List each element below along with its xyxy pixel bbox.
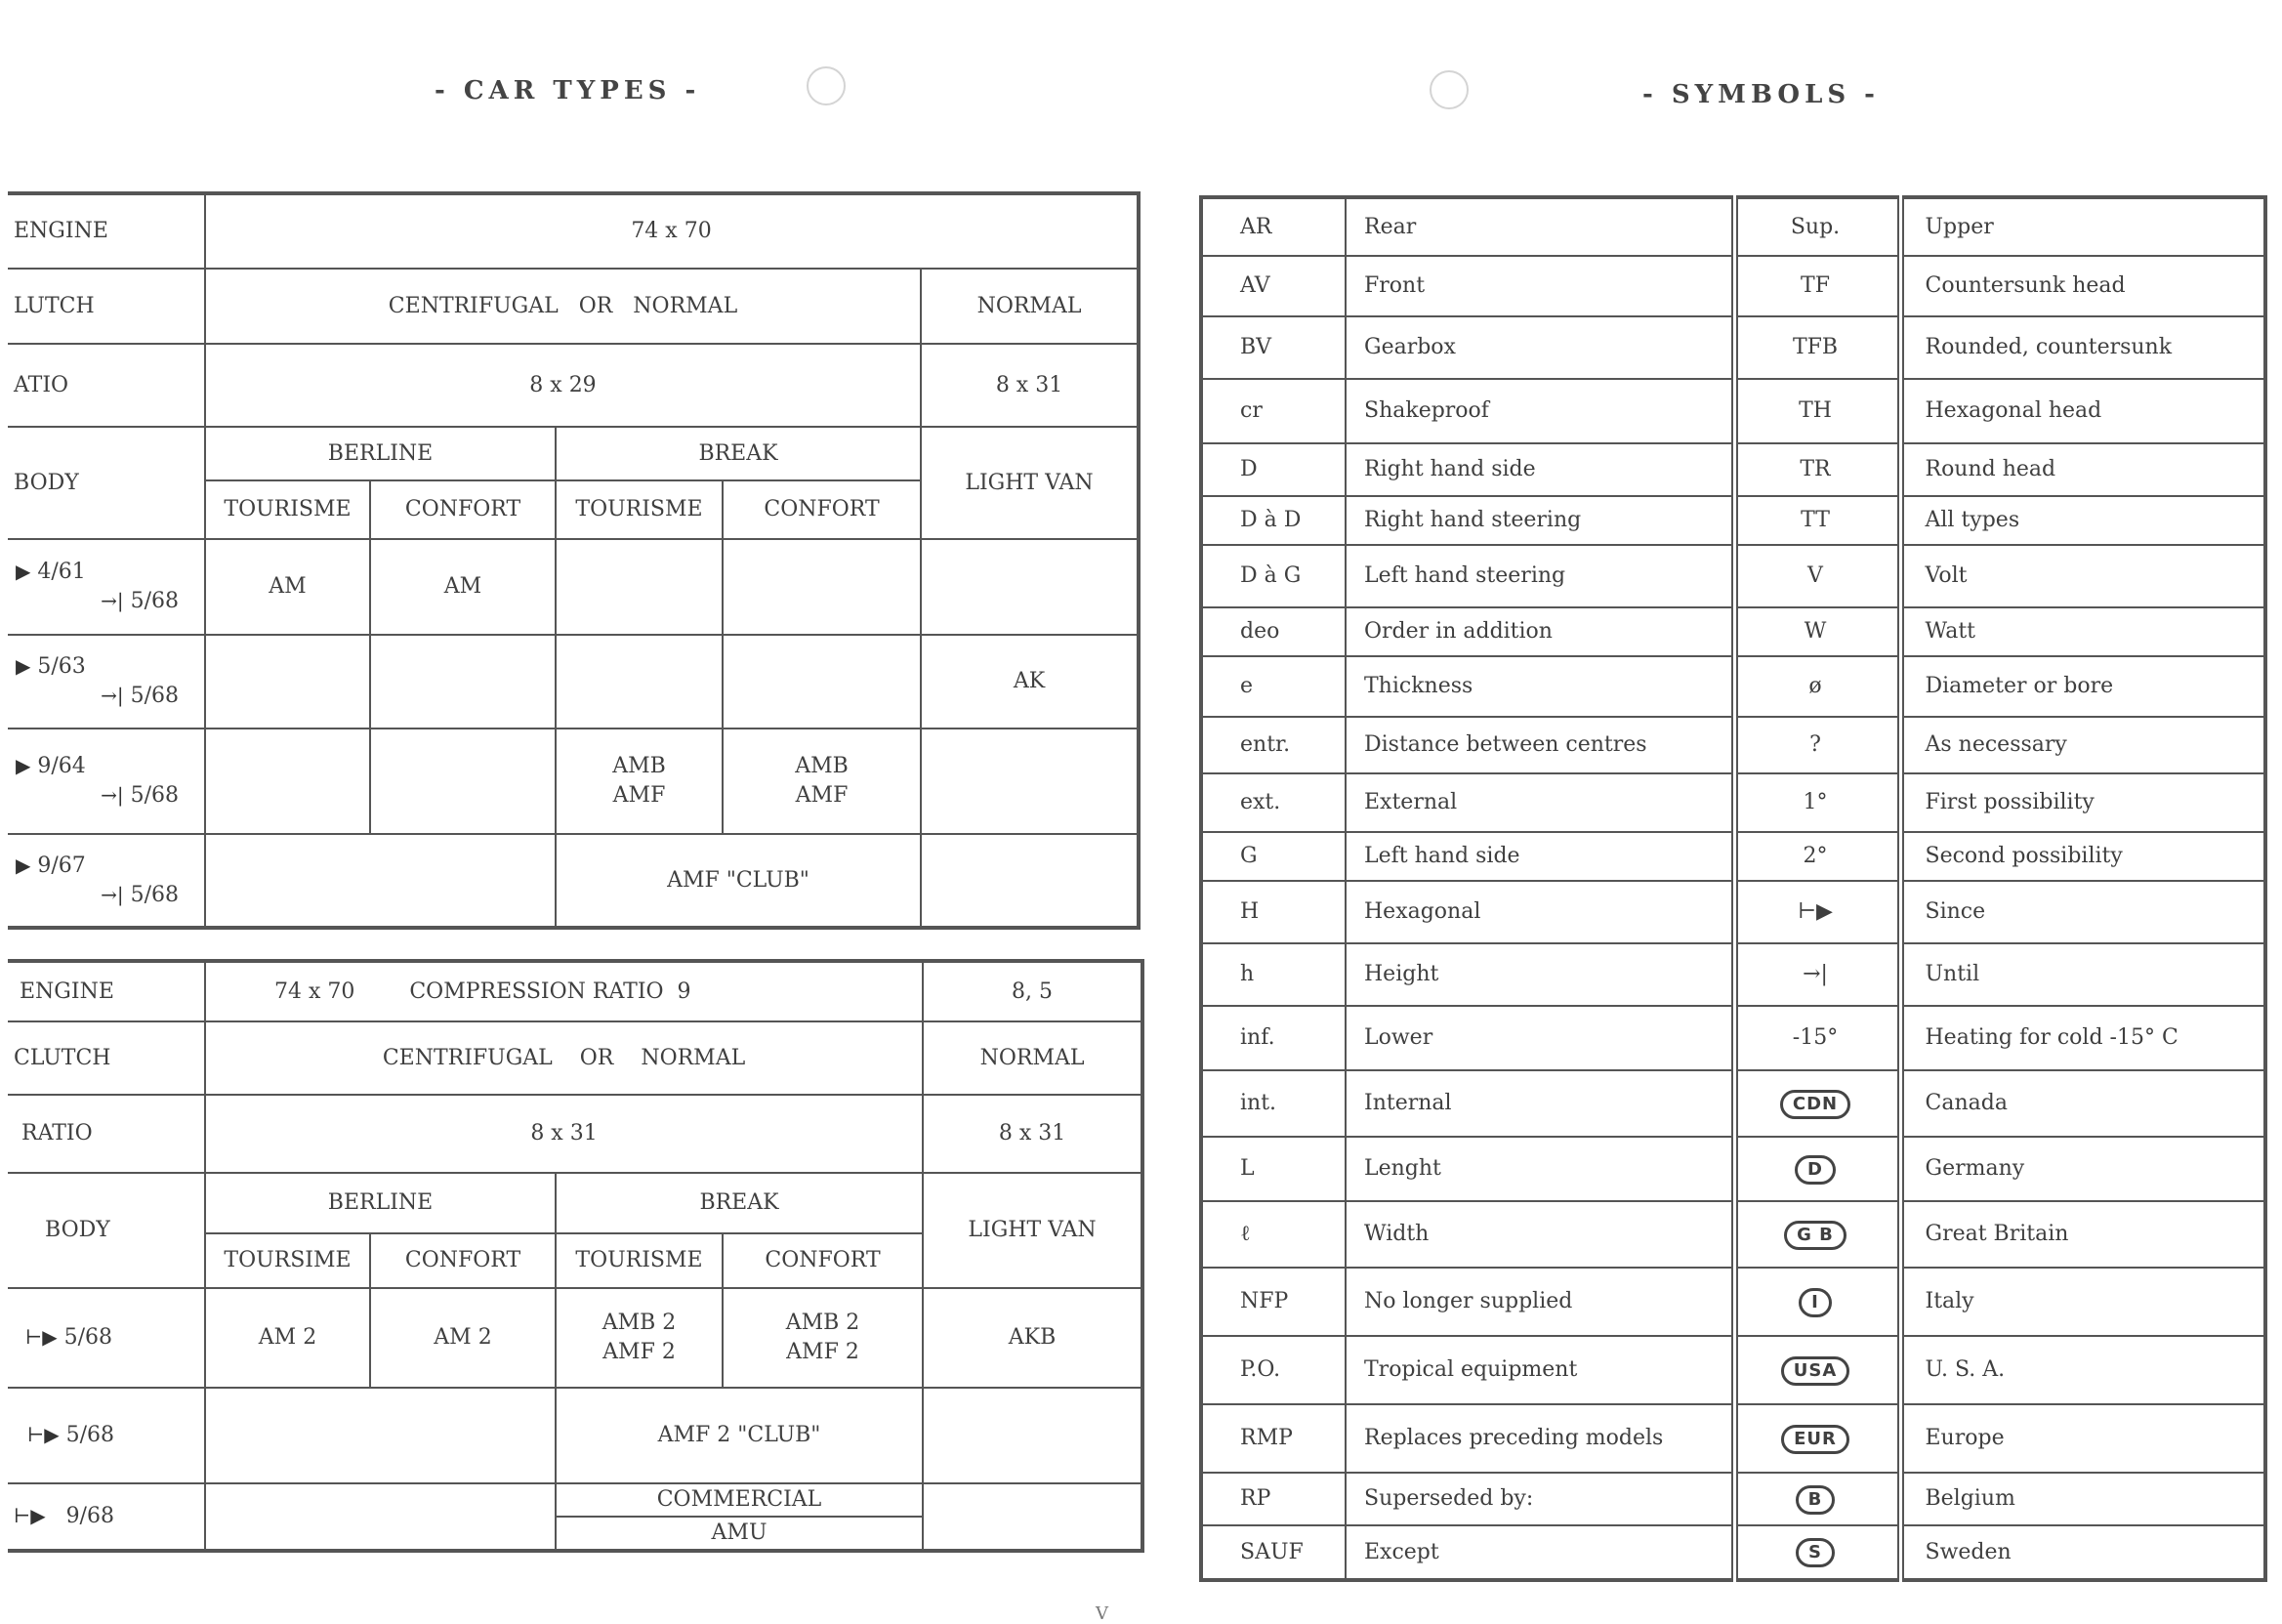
symbol-code-meaning: Hexagonal head (1900, 379, 2265, 443)
symbol-code-meaning: Germany (1900, 1137, 2265, 1201)
body-label: BODY (8, 1173, 205, 1288)
symbol-code: TT (1734, 496, 1900, 545)
symbol-row (1201, 1268, 2265, 1336)
punch-hole-right (1430, 70, 1469, 109)
symbol-abbreviation: ℓ (1201, 1201, 1346, 1268)
engine-van-value: 8, 5 (923, 961, 1142, 1021)
date-range (8, 1288, 205, 1388)
symbol-code: V (1734, 545, 1900, 607)
symbol-code (1734, 1404, 1900, 1473)
country-code-badge: USA (1781, 1356, 1850, 1386)
symbol-meaning: Internal (1346, 1070, 1734, 1137)
model-code: AMB (612, 754, 666, 779)
clutch-van-value: NORMAL (921, 269, 1139, 344)
symbol-row (1201, 1006, 2265, 1070)
confort-header: CONFORT (723, 480, 921, 539)
model-code: AMF 2 (786, 1340, 859, 1364)
symbol-row (1201, 607, 2265, 656)
light-van-cell (921, 729, 1139, 834)
symbol-row (1201, 1137, 2265, 1201)
ratio-van-value: 8 x 31 (923, 1095, 1142, 1173)
symbol-abbreviation: RP (1201, 1473, 1346, 1525)
country-code-badge: S (1796, 1538, 1835, 1567)
symbol-row (1201, 1525, 2265, 1580)
symbol-code-meaning: Great Britain (1900, 1201, 2265, 1268)
symbol-abbreviation: SAUF (1201, 1525, 1346, 1580)
tourisme-header: TOURISME (556, 480, 723, 539)
model-code: AMF (612, 783, 666, 808)
date-from: 5/63 (37, 654, 86, 680)
symbol-abbreviation: G (1201, 832, 1346, 881)
symbol-abbreviation: inf. (1201, 1006, 1346, 1070)
symbol-meaning: Order in addition (1346, 607, 1734, 656)
symbol-code-meaning: Canada (1900, 1070, 2265, 1137)
symbol-code (1734, 1525, 1900, 1580)
date-from: 9/64 (37, 754, 86, 779)
symbol-code-meaning: Diameter or bore (1900, 656, 2265, 717)
symbol-meaning: Right hand steering (1346, 496, 1734, 545)
engine-label: ENGINE (8, 961, 205, 1021)
since-arrow-icon: ▶ (16, 654, 31, 679)
symbol-abbreviation: AV (1201, 256, 1346, 316)
symbol-code-meaning: All types (1900, 496, 2265, 545)
table-row (8, 729, 1139, 834)
symbol-code (1734, 1137, 1900, 1201)
symbol-row (1201, 197, 2265, 256)
symbol-meaning: Right hand side (1346, 443, 1734, 496)
symbol-meaning: Thickness (1346, 656, 1734, 717)
page-number: V (1096, 1603, 1108, 1624)
symbol-code: -15° (1734, 1006, 1900, 1070)
symbol-meaning: Replaces preceding models (1346, 1404, 1734, 1473)
symbol-code (1734, 1336, 1900, 1404)
ratio-value: 8 x 31 (205, 1095, 923, 1173)
berline-tourisme-cell (205, 729, 370, 834)
clutch-value: CENTRIFUGAL OR NORMAL (205, 269, 921, 344)
country-code-badge: G B (1784, 1221, 1846, 1250)
symbol-code: ø (1734, 656, 1900, 717)
car-types-table-2 (8, 959, 1144, 1553)
table-row (8, 1483, 1142, 1551)
symbol-meaning: Height (1346, 943, 1734, 1006)
date-from: 5/68 (65, 1423, 114, 1448)
symbol-code: TR (1734, 443, 1900, 496)
symbol-code-meaning: U. S. A. (1900, 1336, 2265, 1404)
symbol-abbreviation: AR (1201, 197, 1346, 256)
break-tourisme-cell (556, 539, 723, 635)
break-tourisme-cell (556, 635, 723, 729)
country-code-badge: EUR (1781, 1425, 1849, 1454)
symbol-meaning: Left hand side (1346, 832, 1734, 881)
berline-header: BERLINE (205, 1173, 556, 1233)
ratio-label: RATIO (8, 1095, 205, 1173)
until-arrow-icon: →| (101, 783, 124, 807)
light-van-header: LIGHT VAN (921, 427, 1139, 539)
date-range (8, 539, 205, 635)
symbol-code-meaning: Italy (1900, 1268, 2265, 1336)
symbol-code: →| (1734, 943, 1900, 1006)
light-van-cell (923, 1388, 1142, 1483)
country-code-badge: CDN (1780, 1090, 1850, 1119)
tourisme-header: TOURISME (205, 480, 370, 539)
symbol-meaning: Except (1346, 1525, 1734, 1580)
since-arrow-icon: ▶ (16, 754, 31, 778)
symbol-abbreviation: P.O. (1201, 1336, 1346, 1404)
country-code-badge: B (1796, 1485, 1836, 1515)
symbol-row (1201, 832, 2265, 881)
club-cell: AMF 2 "CLUB" (556, 1388, 923, 1483)
engine-bore-stroke: 74 x 70 (274, 979, 355, 1004)
country-code-badge: D (1795, 1155, 1836, 1185)
symbol-meaning: Width (1346, 1201, 1734, 1268)
symbol-code-meaning: Until (1900, 943, 2265, 1006)
date-range (8, 729, 205, 834)
ratio-van-value: 8 x 31 (921, 344, 1139, 427)
berline-confort-cell (370, 635, 556, 729)
date-from: 9/67 (37, 853, 86, 878)
confort-header: CONFORT (723, 1233, 923, 1288)
light-van-cell: AK (921, 635, 1139, 729)
since-arrow-icon: ⊢▶ (25, 1325, 58, 1350)
symbol-code (1734, 1201, 1900, 1268)
symbol-meaning: Rear (1346, 197, 1734, 256)
tourisme-header: TOURSIME (205, 1233, 370, 1288)
symbol-code-meaning: Rounded, countersunk (1900, 316, 2265, 379)
symbol-abbreviation: NFP (1201, 1268, 1346, 1336)
symbol-row (1201, 881, 2265, 943)
table-row (8, 1388, 1142, 1483)
symbol-meaning: Shakeproof (1346, 379, 1734, 443)
symbol-meaning: Front (1346, 256, 1734, 316)
symbol-row (1201, 773, 2265, 832)
symbol-code-meaning: Europe (1900, 1404, 2265, 1473)
until-arrow-icon: →| (101, 589, 124, 612)
symbol-meaning: Tropical equipment (1346, 1336, 1734, 1404)
symbol-abbreviation: h (1201, 943, 1346, 1006)
model-code: AMB 2 (602, 1311, 677, 1336)
symbol-abbreviation: D à D (1201, 496, 1346, 545)
symbol-row (1201, 1404, 2265, 1473)
symbol-row (1201, 943, 2265, 1006)
symbol-meaning: External (1346, 773, 1734, 832)
berline-tourisme-cell: AM (205, 539, 370, 635)
engine-label: ENGINE (8, 193, 205, 269)
date-to: 5/68 (130, 684, 179, 708)
break-confort-cell (723, 729, 921, 834)
symbol-abbreviation: int. (1201, 1070, 1346, 1137)
compression-ratio: COMPRESSION RATIO 9 (409, 979, 691, 1004)
symbol-code (1734, 1473, 1900, 1525)
berline-cell (205, 1388, 556, 1483)
symbol-meaning: Distance between centres (1346, 717, 1734, 773)
symbol-code: W (1734, 607, 1900, 656)
clutch-label: CLUTCH (8, 1021, 205, 1095)
symbol-row (1201, 379, 2265, 443)
date-from: 5/68 (63, 1325, 112, 1351)
symbol-row (1201, 545, 2265, 607)
table-row (8, 539, 1139, 635)
symbol-abbreviation: e (1201, 656, 1346, 717)
car-types-heading: - CAR TYPES - (435, 76, 701, 105)
symbol-abbreviation: D (1201, 443, 1346, 496)
symbol-row (1201, 656, 2265, 717)
since-arrow-icon: ⊢▶ (14, 1504, 46, 1528)
model-code: AMF (795, 783, 849, 808)
symbol-code-meaning: Watt (1900, 607, 2265, 656)
body-label: BODY (8, 427, 205, 539)
symbol-code: Sup. (1734, 197, 1900, 256)
amu-label: AMU (711, 1520, 768, 1545)
date-range (8, 1483, 205, 1551)
symbol-abbreviation: entr. (1201, 717, 1346, 773)
model-code: AMF 2 (602, 1340, 676, 1364)
symbol-code: TF (1734, 256, 1900, 316)
symbol-code: TH (1734, 379, 1900, 443)
berline-header: BERLINE (205, 427, 556, 480)
model-code: AMB (795, 754, 849, 779)
symbol-abbreviation: RMP (1201, 1404, 1346, 1473)
symbol-row (1201, 1336, 2265, 1404)
symbol-row (1201, 443, 2265, 496)
date-to: 5/68 (130, 783, 179, 808)
car-types-table-1 (8, 191, 1141, 930)
symbol-code-meaning: Countersunk head (1900, 256, 2265, 316)
symbol-meaning: Lenght (1346, 1137, 1734, 1201)
symbol-code-meaning: Upper (1900, 197, 2265, 256)
symbol-abbreviation: BV (1201, 316, 1346, 379)
ratio-value: 8 x 29 (205, 344, 921, 427)
table-row (8, 635, 1139, 729)
symbol-code: ? (1734, 717, 1900, 773)
symbol-row (1201, 496, 2265, 545)
commercial-cell (556, 1483, 923, 1551)
symbol-row (1201, 1201, 2265, 1268)
symbol-row (1201, 316, 2265, 379)
symbol-meaning: Superseded by: (1346, 1473, 1734, 1525)
ratio-label: ATIO (8, 344, 205, 427)
symbol-code-meaning: Volt (1900, 545, 2265, 607)
symbol-abbreviation: H (1201, 881, 1346, 943)
symbol-code-meaning: Sweden (1900, 1525, 2265, 1580)
symbols-table (1199, 195, 2267, 1582)
confort-header: CONFORT (370, 1233, 556, 1288)
symbols-heading: - SYMBOLS - (1642, 80, 1880, 109)
berline-confort-cell: AM (370, 539, 556, 635)
light-van-cell (921, 834, 1139, 928)
symbol-code-meaning: Round head (1900, 443, 2265, 496)
symbol-code (1734, 1070, 1900, 1137)
symbol-code-meaning: Belgium (1900, 1473, 2265, 1525)
break-header: BREAK (556, 427, 921, 480)
symbol-meaning: No longer supplied (1346, 1268, 1734, 1336)
symbol-row (1201, 1070, 2265, 1137)
symbol-code (1734, 1268, 1900, 1336)
table-row (8, 1288, 1142, 1388)
symbol-abbreviation: deo (1201, 607, 1346, 656)
symbol-row (1201, 717, 2265, 773)
berline-cell (205, 1483, 556, 1551)
symbol-abbreviation: D à G (1201, 545, 1346, 607)
break-confort-cell (723, 635, 921, 729)
symbol-abbreviation: L (1201, 1137, 1346, 1201)
symbol-code-meaning: Since (1900, 881, 2265, 943)
clutch-label: LUTCH (8, 269, 205, 344)
symbol-code-meaning: First possibility (1900, 773, 2265, 832)
symbol-row (1201, 256, 2265, 316)
light-van-header: LIGHT VAN (923, 1173, 1142, 1288)
engine-value (205, 961, 923, 1021)
since-arrow-icon: ⊢▶ (27, 1423, 60, 1447)
until-arrow-icon: →| (101, 882, 124, 906)
symbol-row (1201, 1473, 2265, 1525)
light-van-cell: AKB (923, 1288, 1142, 1388)
berline-confort-cell: AM 2 (370, 1288, 556, 1388)
date-range (8, 834, 205, 928)
symbol-code-meaning: Heating for cold -15° C (1900, 1006, 2265, 1070)
date-to: 5/68 (130, 589, 179, 613)
model-code: AMB 2 (785, 1311, 860, 1336)
country-code-badge: I (1799, 1288, 1832, 1317)
since-arrow-icon: ▶ (16, 560, 31, 584)
symbol-meaning: Lower (1346, 1006, 1734, 1070)
break-tourisme-cell (556, 729, 723, 834)
symbol-abbreviation: cr (1201, 379, 1346, 443)
symbol-code-meaning: Second possibility (1900, 832, 2265, 881)
berline-tourisme-cell (205, 635, 370, 729)
date-range (8, 1388, 205, 1483)
symbol-code: 1° (1734, 773, 1900, 832)
symbol-meaning: Left hand steering (1346, 545, 1734, 607)
commercial-label: COMMERCIAL (557, 1484, 922, 1518)
break-confort-cell (723, 1288, 923, 1388)
date-from: 4/61 (37, 560, 86, 585)
date-range (8, 635, 205, 729)
berline-confort-cell (370, 729, 556, 834)
symbol-code: 2° (1734, 832, 1900, 881)
berline-cell (205, 834, 556, 928)
until-arrow-icon: →| (101, 684, 124, 707)
break-tourisme-cell (556, 1288, 723, 1388)
date-to: 5/68 (130, 882, 179, 907)
break-header: BREAK (556, 1173, 923, 1233)
symbol-meaning: Hexagonal (1346, 881, 1734, 943)
engine-value: 74 x 70 (205, 193, 1139, 269)
confort-header: CONFORT (370, 480, 556, 539)
date-from: 9/68 (65, 1504, 114, 1529)
break-confort-cell (723, 539, 921, 635)
berline-tourisme-cell: AM 2 (205, 1288, 370, 1388)
symbol-code: TFB (1734, 316, 1900, 379)
light-van-cell (923, 1483, 1142, 1551)
symbol-abbreviation: ext. (1201, 773, 1346, 832)
symbol-code: ⊢▶ (1734, 881, 1900, 943)
light-van-cell (921, 539, 1139, 635)
since-arrow-icon: ▶ (16, 853, 31, 877)
tourisme-header: TOURISME (556, 1233, 723, 1288)
symbol-meaning: Gearbox (1346, 316, 1734, 379)
clutch-value: CENTRIFUGAL OR NORMAL (205, 1021, 923, 1095)
punch-hole-left (807, 66, 846, 105)
clutch-van-value: NORMAL (923, 1021, 1142, 1095)
club-cell: AMF "CLUB" (556, 834, 921, 928)
table-row (8, 834, 1139, 928)
symbol-code-meaning: As necessary (1900, 717, 2265, 773)
